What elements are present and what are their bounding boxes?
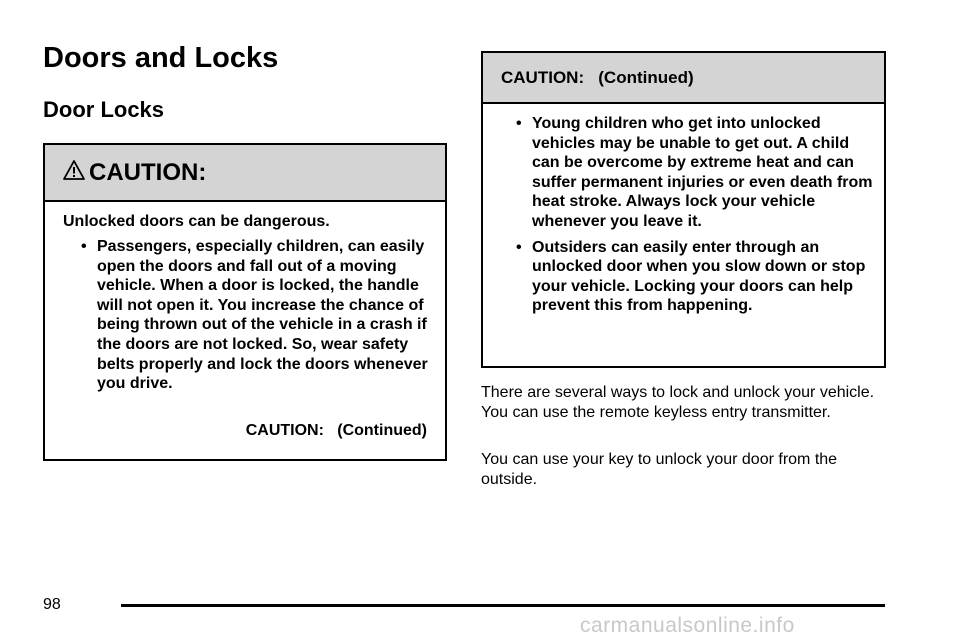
bullet-dot: • xyxy=(81,238,87,255)
caution-box xyxy=(43,143,447,461)
list-item xyxy=(516,238,876,316)
caution-bullet-text: Outsiders can easily enter through an unlocked door when you slow down or stop your vehicle. Locking your doors can help prevent this from happening. xyxy=(532,238,866,315)
body-paragraph: There are several ways to lock and unlock your vehicle. You can use the remote keyless entry transmitter. xyxy=(481,384,875,421)
caution-intro: Unlocked doors can be dangerous. xyxy=(63,213,330,230)
caution-bullets xyxy=(516,114,876,316)
warning-triangle-icon xyxy=(63,159,85,181)
caution-title: CAUTION: (Continued) xyxy=(501,67,694,87)
caution-header xyxy=(45,145,445,202)
footer-rule xyxy=(121,604,885,607)
watermark: carmanualsonline.info xyxy=(580,614,795,637)
caution-bullet-text: Young children who get into unlocked vehicles may be unable to get out. A child can be overcome by extreme heat and can suffer permanent injuries or even death from heat stroke. Always lock your vehicle whenever you leave it. xyxy=(532,115,873,230)
section-title: Door Locks xyxy=(43,97,165,122)
bullet-dot: • xyxy=(516,238,522,256)
bullet-dot: • xyxy=(516,115,522,132)
page-title: Doors and Locks xyxy=(43,42,279,74)
body-paragraph: You can use your key to unlock your door from the outside. xyxy=(481,451,838,488)
caution-bullet-text: Passengers, especially children, can easily open the doors and fall out of a moving vehicle. When a door is locked, the handle will not open it. You increase the chance of being thrown out of the vehicle in a crash if the doors are not locked. So, wear safety belts properly and lock the doors whenever you drive. xyxy=(97,238,428,393)
caution-title: CAUTION: xyxy=(89,158,207,186)
caution-header xyxy=(483,53,884,104)
caution-bullets xyxy=(81,237,441,394)
list-item xyxy=(81,237,441,394)
list-item xyxy=(516,114,876,232)
caution-continued: CAUTION: (Continued) xyxy=(245,422,427,439)
page-number: 98 xyxy=(43,596,61,613)
caution-box-continued xyxy=(481,51,886,368)
